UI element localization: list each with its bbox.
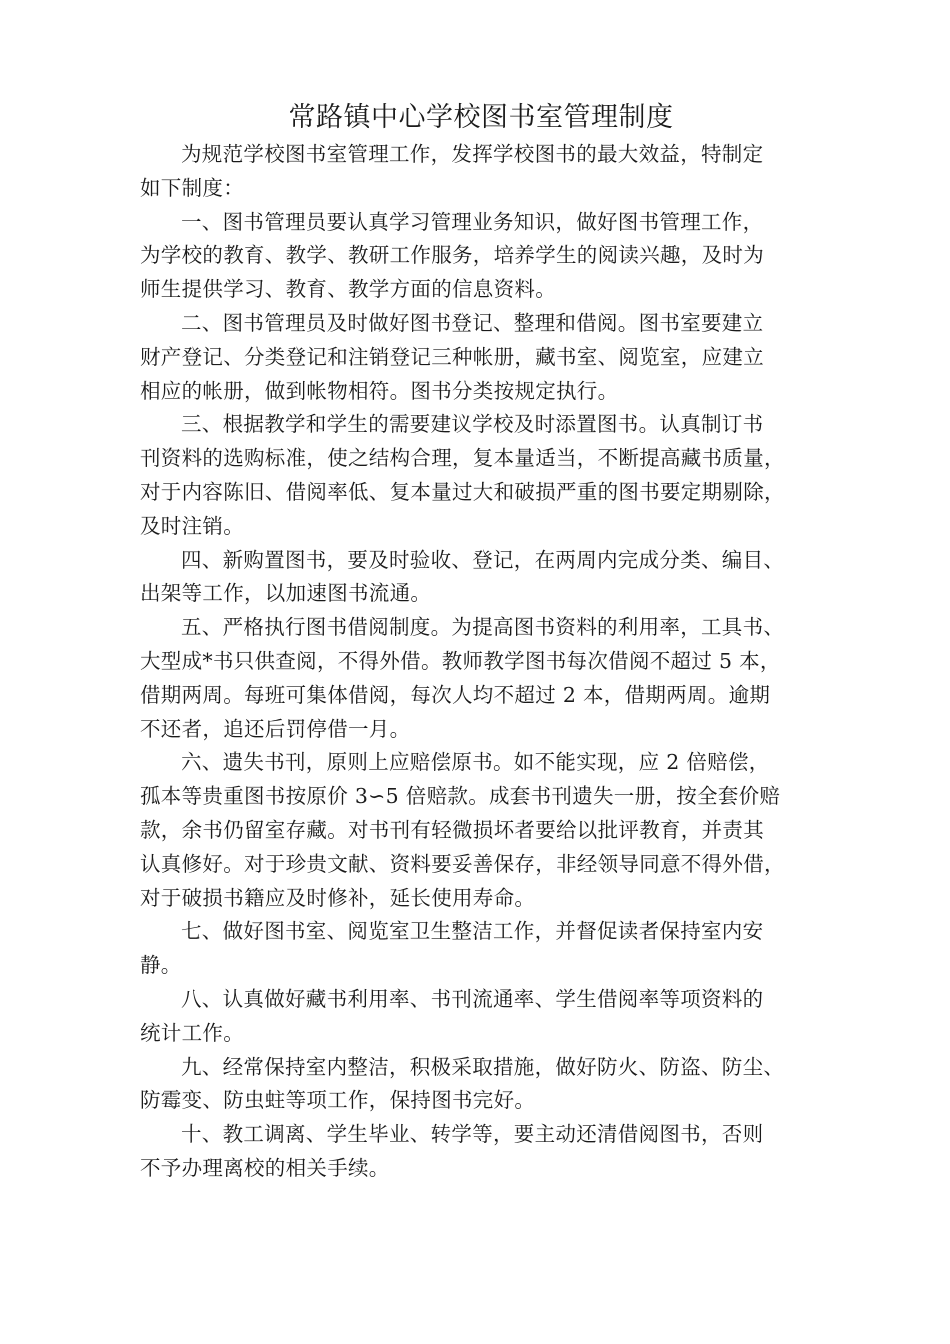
paragraph-9 [140, 983, 822, 1051]
paragraph-line: 统计工作。 [140, 1020, 244, 1045]
document-title: 常路镇中心学校图书室管理制度 [288, 102, 674, 133]
paragraph-3 [140, 307, 822, 408]
paragraph-line: 借期两周。每班可集体借阅，每次人均不超过 2 本，借期两周。逾期 [140, 682, 771, 707]
paragraph-line: 认真修好。对于珍贵文献、资料要妥善保存，非经领导同意不得外借， [140, 851, 785, 876]
paragraph-4 [140, 408, 822, 543]
paragraph-line: 相应的帐册，做到帐物相符。图书分类按规定执行。 [140, 378, 619, 403]
paragraph-line: 防霉变、防虫蛀等项工作，保持图书完好。 [140, 1088, 536, 1113]
paragraph-line: 三、根据教学和学生的需要建议学校及时添置图书。认真制订书 [181, 412, 764, 437]
paragraph-line: 对于破损书籍应及时修补，延长使用寿命。 [140, 885, 536, 910]
paragraph-10 [140, 1051, 822, 1119]
paragraph-5 [140, 544, 822, 612]
paragraph-line: 十、教工调离、学生毕业、转学等，要主动还清借阅图书，否则 [181, 1122, 764, 1147]
paragraph-8 [140, 915, 822, 983]
paragraph-line: 不还者，追还后罚停借一月。 [140, 716, 411, 741]
paragraph-2 [140, 206, 822, 307]
paragraph-line: 静。 [140, 953, 182, 978]
paragraph-line: 及时注销。 [140, 513, 244, 538]
paragraph-line: 出架等工作，以加速图书流通。 [140, 581, 432, 606]
paragraph-line: 二、图书管理员及时做好图书登记、整理和借阅。图书室要建立 [181, 310, 764, 335]
paragraph-11 [140, 1118, 822, 1186]
paragraph-6 [140, 611, 822, 746]
paragraph-1 [140, 138, 822, 206]
paragraph-line: 为规范学校图书室管理工作，发挥学校图书的最大效益，特制定 [181, 142, 764, 166]
paragraph-line: 一、图书管理员要认真学习管理业务知识，做好图书管理工作， [181, 209, 764, 234]
paragraph-line: 六、遗失书刊，原则上应赔偿原书。如不能实现，应 2 倍赔偿， [181, 750, 770, 775]
paragraph-line: 孤本等贵重图书按原价 3∽5 倍赔款。成套书刊遗失一册，按全套价赔 [140, 784, 781, 809]
document-page [140, 98, 822, 1186]
paragraph-line: 为学校的教育、教学、教研工作服务，培养学生的阅读兴趣，及时为 [140, 243, 764, 268]
paragraph-line: 五、严格执行图书借阅制度。为提高图书资料的利用率，工具书、 [181, 615, 785, 640]
paragraph-line: 四、新购置图书，要及时验收、登记，在两周内完成分类、编目、 [181, 547, 785, 572]
paragraph-line: 八、认真做好藏书利用率、书刊流通率、学生借阅率等项资料的 [181, 986, 764, 1011]
paragraph-7 [140, 746, 822, 915]
paragraph-line: 刊资料的选购标准，使之结构合理，复本量适当，不断提高藏书质量， [140, 446, 785, 471]
paragraph-line: 九、经常保持室内整洁，积极采取措施，做好防火、防盗、防尘、 [181, 1054, 785, 1079]
paragraph-line: 师生提供学习、教育、教学方面的信息资料。 [140, 277, 556, 302]
paragraph-line: 款，余书仍留室存藏。对书刊有轻微损坏者要给以批评教育，并责其 [140, 817, 764, 842]
paragraph-line: 七、做好图书室、阅览室卫生整洁工作，并督促读者保持室内安 [181, 919, 764, 944]
paragraph-line: 如下制度： [140, 175, 244, 200]
paragraph-line: 对于内容陈旧、借阅率低、复本量过大和破损严重的图书要定期剔除， [140, 479, 785, 504]
paragraph-line: 财产登记、分类登记和注销登记三种帐册，藏书室、阅览室，应建立 [140, 344, 764, 369]
document-body [140, 138, 822, 1186]
paragraph-line: 大型成*书只供查阅，不得外借。教师教学图书每次借阅不超过 5 本， [140, 648, 781, 673]
paragraph-line: 不予办理离校的相关手续。 [140, 1155, 390, 1180]
